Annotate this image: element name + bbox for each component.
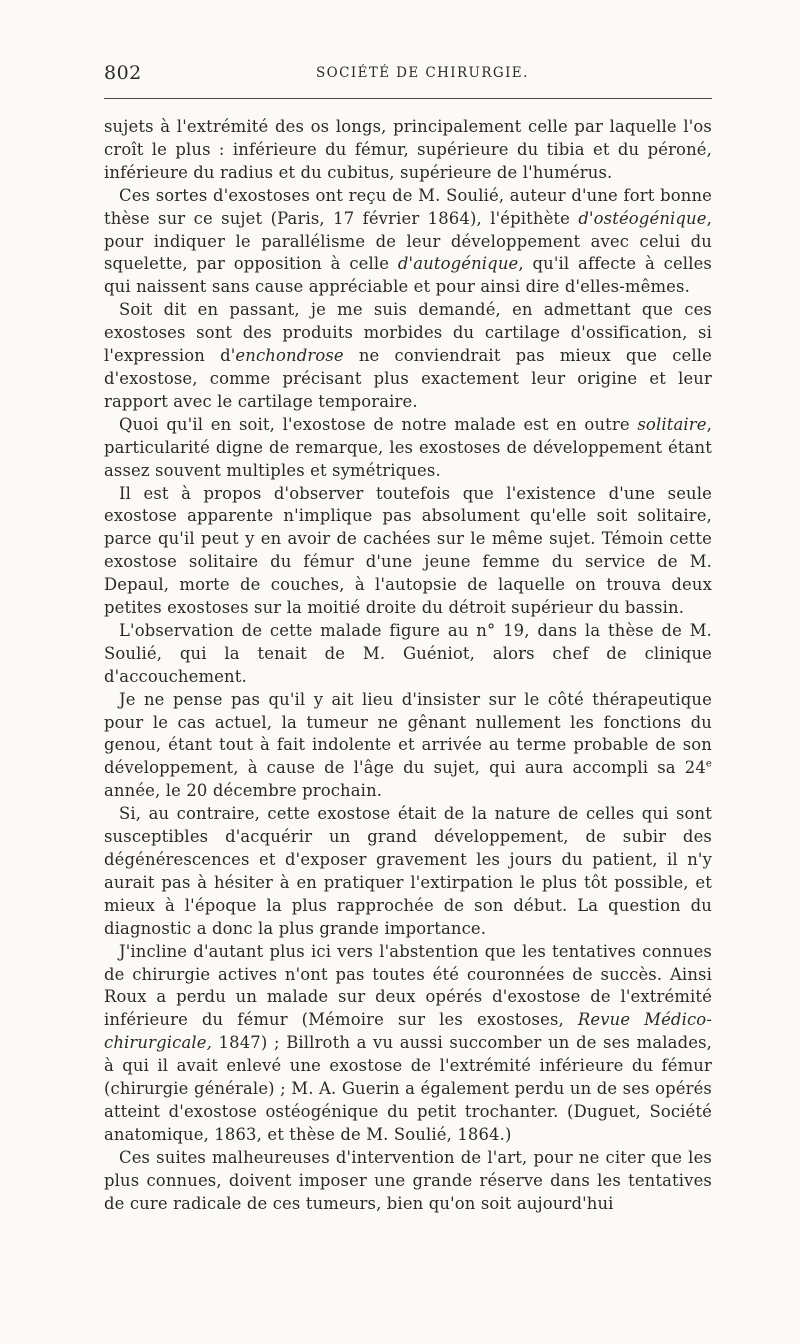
superscript-run: e [705, 758, 712, 770]
running-head: SOCIÉTÉ DE CHIRURGIE. [316, 65, 529, 81]
italic-run: d'ostéogénique [578, 208, 707, 228]
italic-run: Revue Médico-chirurgicale, [104, 1010, 713, 1053]
text-run: Si, au contraire, cette exostose était de la nature de celles qui sont susceptibles d'acquérir un grand développement, de subir des dégénérescences et d'exposer gravement les jours du patient, il n'y aurait pas à hésiter à en pratiquer l'extirpation le plus tôt possible, et mieux à l'époque la plus rapprochée de son début. La question du diagnostic a donc la plus grande importance. [104, 804, 712, 938]
italic-run: enchondrose [235, 346, 344, 366]
paragraph [104, 299, 712, 414]
text-run: J'incline d'autant plus ici vers l'abstention que les tentatives connues de chirurgie actives n'ont pas toutes été couronnées de succès. Ainsi Roux a perdu un malade sur deux opérés d'exostose de l'extrémité inférieure du fémur (Mémoire sur les exostoses, [104, 941, 712, 1030]
text-run: année, le 20 décembre prochain. [104, 781, 383, 801]
paragraph [104, 689, 712, 804]
paragraph [104, 414, 712, 483]
paragraph [104, 116, 712, 185]
body-text [104, 116, 712, 1216]
text-run: , particularité digne de remarque, les exostoses de développement étant assez souvent multiples et symétriques. [104, 414, 712, 480]
paragraph [104, 185, 712, 300]
text-run: Ces suites malheureuses d'intervention de l'art, pour ne citer que les plus connues, doivent imposer une grande réserve dans les tentatives de cure radicale de ces tumeurs, bien qu'on soit aujourd'hui [104, 1147, 712, 1213]
text-run: sujets à l'extrémité des os longs, principalement celle par laquelle l'os croît le plus : inférieure du fémur, supérieure du tibia et du péroné, inférieure du radius et du cubitus, supérieure de l'humérus. [104, 117, 712, 182]
page-number: 802 [104, 62, 142, 84]
paragraph [104, 803, 712, 940]
paragraph [104, 620, 712, 689]
text-run: Il est à propos d'observer toutefois que l'existence d'une seule exostose apparente n'implique pas absolument qu'elle soit solitaire, parce qu'il peut y en avoir de cachées sur le même sujet. Témoin cette exostose solitaire du fémur d'une jeune femme du service de M. Depaul, morte de couches, à l'autopsie de laquelle on trouva deux petites exostoses sur la moitié droite du détroit supérieur du bassin. [104, 483, 712, 618]
text-run: Soit dit en passant, je me suis demandé, en admettant que ces exostoses sont des produits morbides du cartilage d'ossification, si l'expression d' [104, 300, 712, 366]
text-run: Je ne pense pas qu'il y ait lieu d'insister sur le côté thérapeutique pour le cas actuel, la tumeur ne gênant nullement les fonctions du genou, étant tout à fait indolente et arrivée au terme probable de son développement, à cause de l'âge du sujet, qui aura accompli sa 24 [104, 689, 712, 778]
text-run: ne conviendrait pas mieux que celle d'exostose, comme précisant plus exactement leur origine et leur rapport avec le cartilage temporaire. [104, 346, 713, 411]
paragraph [104, 1147, 712, 1216]
italic-run: solitaire [637, 414, 707, 434]
page-header [104, 62, 714, 86]
text-run: L'observation de cette malade figure au n° 19, dans la thèse de M. Soulié, qui la tenait de M. Guéniot, alors chef de clinique d'accouchement. [104, 620, 712, 686]
text-run: , qu'il affecte à celles qui naissent sans cause appréciable et pour ainsi dire d'elles-mêmes. [104, 254, 712, 297]
text-run: 1847) ; Billroth a vu aussi succomber un de ses malades, à qui il avait enlevé une exostose de l'extrémité inférieure du fémur (chirurgie générale) ; M. A. Guerin a également perdu un de ses opérés atteint d'exostose ostéogénique du petit trochanter. (Duguet, Société anatomique, 1863, et thèse de M. Soulié, 1864.) [104, 1033, 712, 1144]
paragraph [104, 483, 712, 620]
text-run: Quoi qu'il en soit, l'exostose de notre malade est en outre [119, 414, 638, 434]
text-run: Ces sortes d'exostoses ont reçu de M. Soulié, auteur d'une fort bonne thèse sur ce sujet (Paris, 17 février 1864), l'épithète [104, 185, 712, 228]
header-rule [104, 98, 712, 99]
italic-run: d'autogénique [397, 254, 519, 274]
text-run: , pour indiquer le parallélisme de leur développement avec celui du squelette, par opposition à celle [104, 208, 712, 274]
paragraph [104, 941, 712, 1147]
